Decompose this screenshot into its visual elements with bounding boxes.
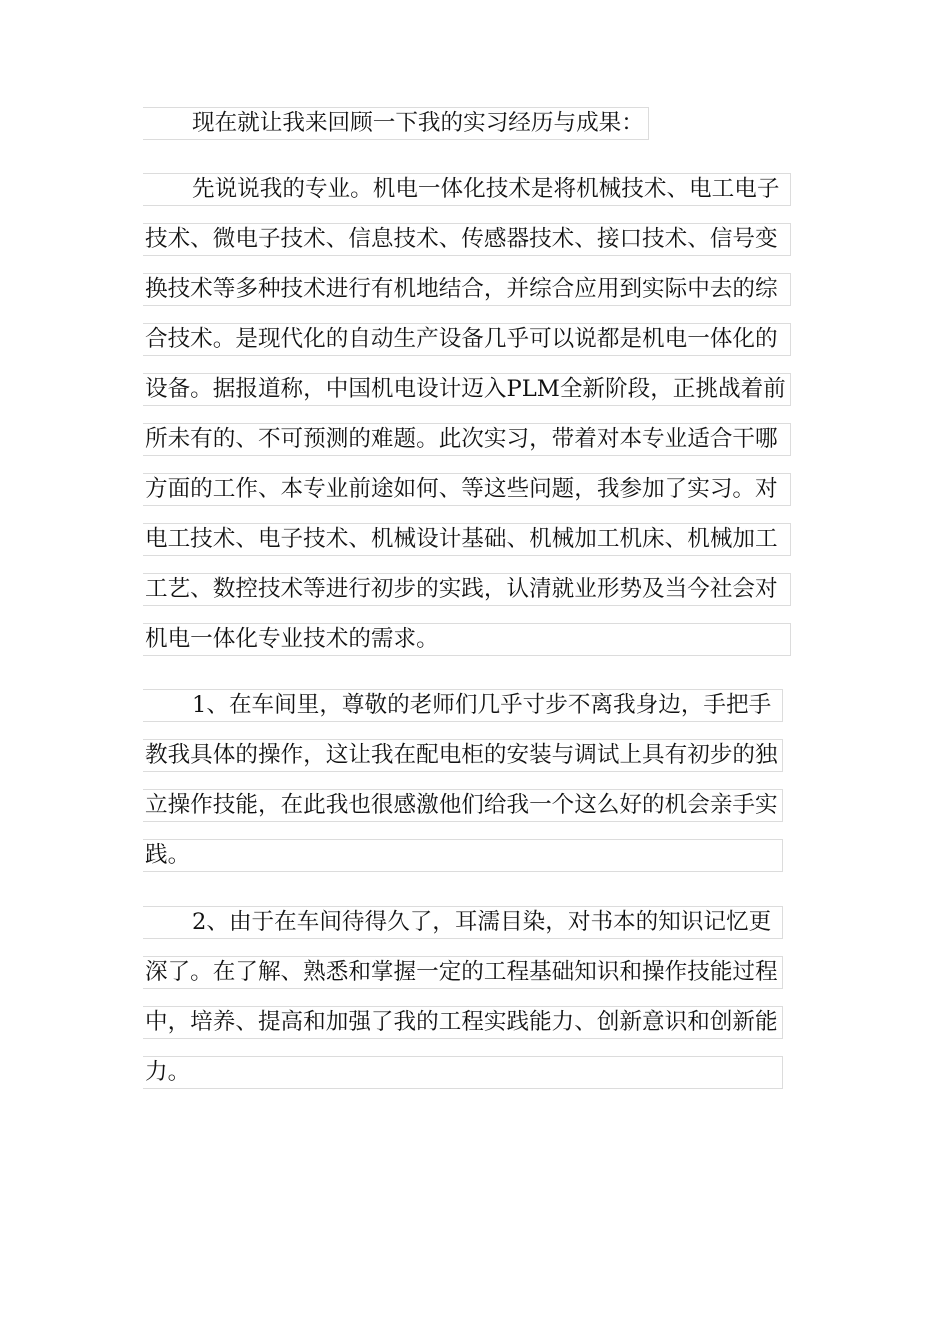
text-line-content: 2、由于在车间待得久了，耳濡目染，对书本的知识记忆更 xyxy=(192,909,772,935)
text-line xyxy=(143,623,791,656)
text-line xyxy=(143,1006,783,1039)
text-line-content: 教我具体的操作，这让我在配电柜的安装与调试上具有初步的独 xyxy=(145,742,778,768)
paragraph-point-1 xyxy=(143,689,783,889)
text-line xyxy=(143,1056,783,1089)
text-line xyxy=(143,839,783,872)
text-line xyxy=(143,689,783,722)
text-line-content: 技术、微电子技术、信息技术、传感器技术、接口技术、信号变 xyxy=(145,226,778,252)
text-line xyxy=(143,107,649,140)
text-line xyxy=(143,423,791,456)
text-line xyxy=(143,173,791,206)
text-line xyxy=(143,273,791,306)
text-line-content: 深了。在了解、熟悉和掌握一定的工程基础知识和操作技能过程 xyxy=(145,959,778,985)
text-line-content: 所未有的、不可预测的难题。此次实习，带着对本专业适合干哪 xyxy=(145,426,778,452)
text-line-content: 1、在车间里，尊敬的老师们几乎寸步不离我身边，手把手 xyxy=(192,692,772,718)
text-line-content: 设备。据报道称，中国机电设计迈入PLM全新阶段，正挑战着前 xyxy=(145,376,786,402)
text-line-content: 换技术等多种技术进行有机地结合，并综合应用到实际中去的综 xyxy=(145,276,778,302)
text-line xyxy=(143,573,791,606)
text-line-content: 方面的工作、本专业前途如何、等这些问题，我参加了实习。对 xyxy=(145,476,778,502)
text-line-content: 电工技术、电子技术、机械设计基础、机械加工机床、机械加工 xyxy=(145,526,778,552)
paragraph-major xyxy=(143,173,791,673)
paragraph-point-2 xyxy=(143,906,783,1106)
text-line xyxy=(143,523,791,556)
text-line xyxy=(143,323,791,356)
text-line-content: 力。 xyxy=(145,1059,191,1085)
paragraph-intro xyxy=(143,107,649,157)
text-line-content: 立操作技能，在此我也很感激他们给我一个这么好的机会亲手实 xyxy=(145,792,778,818)
text-line xyxy=(143,373,791,406)
text-line xyxy=(143,473,791,506)
text-line xyxy=(143,956,783,989)
text-line-content: 机电一体化专业技术的需求。 xyxy=(145,626,439,652)
text-line-content: 工艺、数控技术等进行初步的实践，认清就业形势及当今社会对 xyxy=(145,576,778,602)
text-line xyxy=(143,739,783,772)
text-line-content: 先说说我的专业。机电一体化技术是将机械技术、电工电子 xyxy=(192,176,780,202)
text-line-content: 践。 xyxy=(145,842,191,868)
text-line xyxy=(143,223,791,256)
text-line-content: 现在就让我来回顾一下我的实习经历与成果： xyxy=(192,110,644,136)
text-line xyxy=(143,789,783,822)
text-line xyxy=(143,906,783,939)
text-line-content: 合技术。是现代化的自动生产设备几乎可以说都是机电一体化的 xyxy=(145,326,778,352)
text-line-content: 中，培养、提高和加强了我的工程实践能力、创新意识和创新能 xyxy=(145,1009,778,1035)
